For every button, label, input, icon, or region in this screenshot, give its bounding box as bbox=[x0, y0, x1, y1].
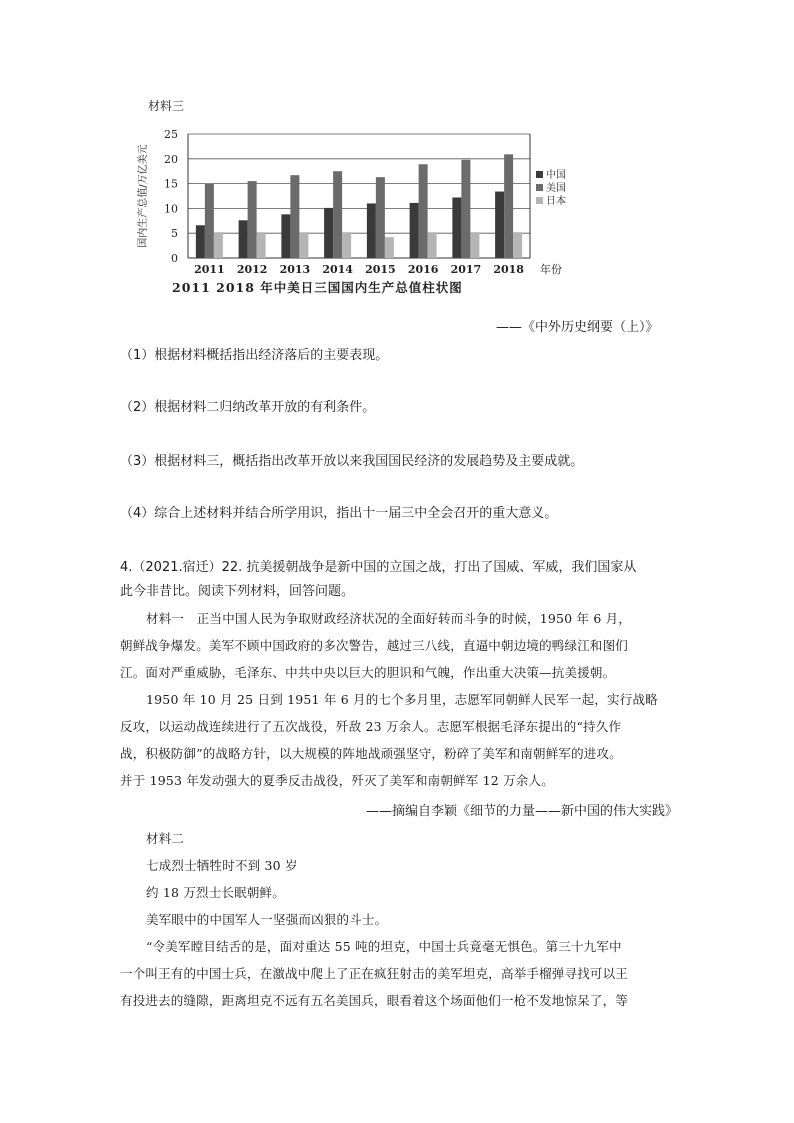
bar-美国-2017 bbox=[461, 160, 470, 258]
bar-中国-2011 bbox=[196, 225, 205, 258]
bar-美国-2015 bbox=[376, 177, 385, 258]
x-tick-label: 2011 bbox=[194, 263, 225, 276]
bar-美国-2018 bbox=[504, 154, 513, 258]
x-tick-label: 2015 bbox=[365, 263, 396, 276]
bar-美国-2013 bbox=[290, 175, 299, 258]
y-tick-label: 20 bbox=[164, 152, 178, 166]
x-tick-label: 2018 bbox=[493, 263, 524, 276]
material-2-label: 材料二 bbox=[146, 831, 185, 846]
material-2-line-3: 美军眼中的中国军人一坚强而凶狠的斗士。 bbox=[146, 912, 388, 927]
bar-日本-2011 bbox=[214, 232, 223, 258]
problem-4-line-1: 4.（2021.宿迁）22. 抗美援朝战争是新中国的立国之战，打出了国威、军威，我们国家从 bbox=[120, 560, 637, 575]
material-2-line-6: 有投进去的缝隙，距离坦克不远有五名美国兵，眼看着这个场面他们一枪不发地惊呆了，等 bbox=[120, 993, 629, 1008]
bar-中国-2017 bbox=[452, 197, 461, 258]
question-1: （1）根据材料概括指出经济落后的主要表现。 bbox=[120, 348, 389, 363]
x-tick-label: 2017 bbox=[450, 263, 482, 276]
bar-中国-2013 bbox=[281, 214, 290, 258]
y-tick-label: 15 bbox=[164, 177, 178, 191]
question-4: （4）综合上述材料并结合所学用识，指出十一届三中全会召开的重大意义。 bbox=[120, 506, 558, 521]
x-tick-label: 2014 bbox=[322, 263, 353, 276]
y-axis-label: 国内生产总值/万亿美元 bbox=[138, 144, 149, 248]
bar-日本-2012 bbox=[257, 232, 266, 258]
material-3-label: 材料三 bbox=[148, 99, 185, 113]
legend-label-美国: 美国 bbox=[546, 183, 566, 194]
material-1-line-4: 1950 年 10 月 25 日到 1951 年 6 月的七个多月里，志愿军同朝鲜人民军一起，实行战略 bbox=[146, 692, 658, 707]
bar-中国-2015 bbox=[367, 203, 376, 258]
source-citation: ——《中外历史纲要（上）》 bbox=[496, 320, 659, 335]
material-2-line-4: “令美军瞠目结舌的是，面对重达 55 吨的坦克，中国士兵竟毫无惧色。第三十九军中 bbox=[146, 939, 622, 954]
bar-日本-2015 bbox=[385, 237, 394, 258]
x-tick-label: 2013 bbox=[279, 263, 311, 276]
material-2-line-2: 约 18 万烈士长眠朝鲜。 bbox=[146, 885, 285, 900]
bar-日本-2017 bbox=[470, 232, 479, 258]
bar-美国-2012 bbox=[248, 181, 257, 258]
y-tick-label: 0 bbox=[171, 252, 178, 265]
material-2-line-5: 一个叫王有的中国士兵，在激战中爬上了正在疯狂射击的美军坦克，高举手榴弹寻找可以王 bbox=[120, 966, 629, 981]
y-tick-label: 5 bbox=[171, 227, 178, 241]
bar-中国-2012 bbox=[239, 220, 248, 258]
bar-日本-2013 bbox=[299, 232, 308, 258]
bar-日本-2018 bbox=[513, 232, 522, 258]
bar-美国-2014 bbox=[333, 171, 342, 258]
bar-日本-2014 bbox=[342, 232, 351, 258]
x-tick-label: 2012 bbox=[236, 263, 268, 276]
bar-美国-2011 bbox=[205, 184, 214, 258]
legend-label-中国: 中国 bbox=[546, 170, 566, 181]
x-tick-label: 2016 bbox=[407, 263, 439, 276]
legend-label-日本: 日本 bbox=[546, 196, 566, 207]
bar-中国-2016 bbox=[410, 203, 419, 258]
material-1-source: ——摘编自李颖《细节的力量——新中国的伟大实践》 bbox=[366, 804, 679, 819]
y-tick-label: 10 bbox=[164, 202, 178, 216]
bar-中国-2014 bbox=[324, 208, 333, 258]
y-tick-label: 25 bbox=[164, 128, 178, 141]
gdp-bar-chart bbox=[130, 120, 600, 305]
material-1-line-6: 战，积极防御”的战略方针，以大规模的阵地战顽强坚守，粉碎了美军和南朝鲜军的进攻。 bbox=[120, 746, 622, 761]
chart-title: 2011 2018 年中美日三国国内生产总值柱状图 bbox=[172, 280, 463, 295]
legend-swatch-中国 bbox=[536, 171, 543, 178]
material-1-line-2: 朝鲜战争爆发。美军不顾中国政府的多次警告，越过三八线，直逼中朝边境的鸭绿江和图们 bbox=[120, 638, 629, 653]
legend-swatch-日本 bbox=[536, 197, 543, 204]
material-1-line-7: 并于 1953 年发动强大的夏季反击战役，歼灭了美军和南朝鲜军 12 万余人。 bbox=[120, 773, 554, 788]
material-1-line-5: 反攻，以运动战连续进行了五次战役，歼敌 23 万余人。志愿军根据毛泽东提出的“持久作 bbox=[120, 719, 622, 734]
material-2-line-1: 七成烈士牺牲时不到 30 岁 bbox=[146, 858, 298, 873]
material-1-line-3: 江。面对严重威胁，毛泽东、中共中央以巨大的胆识和气魄，作出重大决策—抗美援朝。 bbox=[120, 665, 616, 680]
chart-svg bbox=[130, 120, 600, 305]
bar-美国-2016 bbox=[419, 164, 428, 258]
problem-4-line-2: 此今非昔比。阅读下列材料，回答问题。 bbox=[120, 584, 355, 599]
material-1-line-1: 材料一 正当中国人民为争取财政经济状况的全面好转而斗争的时候，1950 年 6 月， bbox=[146, 611, 632, 626]
bar-日本-2016 bbox=[428, 232, 437, 258]
legend-swatch-美国 bbox=[536, 184, 543, 191]
x-axis-label: 年份 bbox=[540, 263, 562, 276]
question-2: （2）根据材料二归纳改革开放的有利条件。 bbox=[120, 400, 376, 415]
question-3: （3）根据材料三，概括指出改革开放以来我国国民经济的发展趋势及主要成就。 bbox=[120, 454, 584, 469]
bar-中国-2018 bbox=[495, 192, 504, 258]
